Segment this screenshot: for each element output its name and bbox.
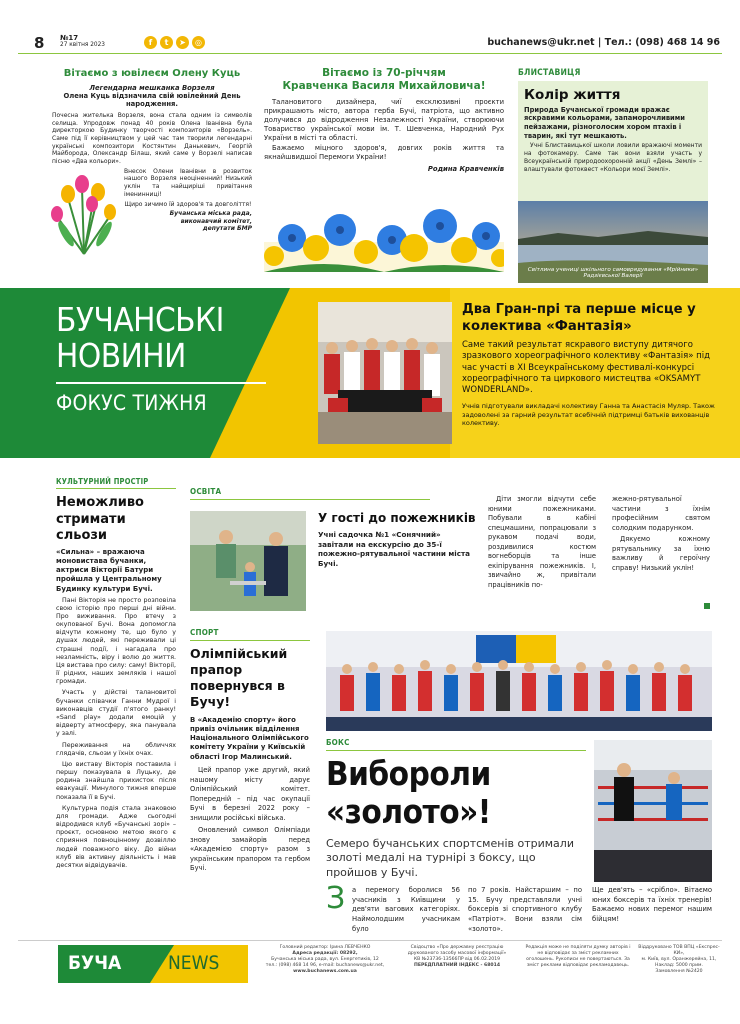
culture-lead: «Сильна» – вражаюча моновистава бучанки, актриси Вікторії Батури пройшла у Центральному Будинку культури Бучі. (56, 548, 162, 593)
sport-title: Олімпійський прапор повернувся в Бучу! (190, 646, 288, 709)
footer-reg1: Свідоцтво «Про державну реєстрацію друкованого засобу масової інформації» (407, 945, 507, 956)
flowers-decoration-icon (264, 186, 504, 272)
blyst-text: Учні Блиставицької школи ловили вражаючі моменти на фотокамеру. Саме так вони взяли участь у Всеукраїнській природоохоронній акції «День Землі» – влаштували фотоквест «Кольори моєї Землі». (524, 142, 702, 173)
osvita-col2: жежно-рятувальної частини з їхнім професійним святом солодким подарунком. (612, 495, 710, 532)
kravchenko-sign: Родина Кравченків (427, 165, 504, 174)
footer-logo-buch: БУЧА (68, 952, 122, 974)
dancers-photo-icon (318, 302, 452, 444)
blyst-block (518, 68, 708, 280)
sport-section-label: СПОРТ (190, 628, 219, 637)
footer-site: www.buchanews.com.ua (293, 968, 357, 974)
instagram-icon[interactable]: ◎ (192, 36, 205, 49)
osvita-col2-wrap (612, 495, 710, 573)
boxing-ring-photo (594, 740, 712, 882)
boxing-title2: «золото»! (326, 792, 491, 831)
banner-small: Учнів підготували викладачі колективу Ганна та Анастасія Муляр. Також задоволені за гарний результат всебічній підтримці батьків вихованців колективу. (462, 402, 715, 428)
footer (18, 940, 722, 988)
kuts-sign2: виконавчий комітет, (180, 217, 252, 225)
social-icons (144, 36, 208, 49)
blyst-section-label: БЛИСТАВИЦЯ (518, 68, 581, 78)
boxing-col3: Ще дев'ять – «срібло». Вітаємо юних боксерів та їхніх тренерів! Бажаємо нових перемог нашим бійцям! (592, 886, 712, 923)
telegram-icon[interactable]: ➤ (176, 36, 189, 49)
osvita-head (318, 511, 478, 569)
sport-p1: Цей прапор уже другий, який нашому місту дарує Олімпійський комітет. Попередній – під час окупації Бучі в березні 2022 року – знищили російські війська. (190, 766, 310, 822)
footer-editorial (258, 945, 392, 975)
culture-section-label: КУЛЬТУРНИЙ ПРОСТІР (56, 477, 149, 486)
kuts-lead2: Олена Куць відзначила свій ювілейний День народження. (63, 91, 241, 109)
page-number: 8 (34, 34, 45, 52)
header-contacts: buchanews@ukr.net | Тел.: (098) 468 14 96 (487, 37, 720, 48)
kravchenko-title2: Кравченка Василя Михайловича! (282, 80, 486, 93)
blyst-caption: Світлина учениці шкільного самоврядування «Мрійники» Радзієвської Валерії (527, 266, 699, 280)
boxing-col2: по 7 років. Найстаршим – по 15. Бучу представляли учні боксерів зі спортивного клубу «Патріот». Вони взяли сім «золото». (468, 886, 582, 933)
boxing-col1: а перемогу боролися 56 учасників з Київщини у дев'яти вагових категоріях. Наймолодшим учасникам було (352, 886, 460, 933)
footer-reg2: КВ №23736-13566ПР від 06.02.2019 (413, 956, 501, 962)
banner-title: Два Гран-прі та перше місце у колектива «Фантазія» (462, 302, 696, 334)
osvita-block (190, 487, 710, 611)
kravchenko-p2: Бажаємо міцного здоров'я, довгих років життя та якнайшвидшої Перемоги України! (264, 144, 504, 162)
culture-p5: Культурна подія стала знаковою для громади. Адже сьогодні відродився клуб «Бучанські зорі» – проєкт, основною метою якого є сприяння повноцінному дозвіллю людей поважного віку. До війни клуб вів активну діяльність і мав десятки відвідувачів. (56, 804, 176, 869)
kuts-tulips-image (48, 168, 120, 256)
boxing-dropcap: З (326, 881, 346, 916)
osvita-col1: Діти змогли відчути себе юними пожежниками. Побували в кабіні спецмашини, попрацювали з рукавом подачі води, роздивилися костюм вогнеборців та інше екіпірування пожежників. І, звичайно ж, привітали працівників по- (488, 495, 596, 589)
twitter-icon[interactable]: t (160, 36, 173, 49)
boxing-ring-photo-icon (594, 740, 712, 882)
issue-date: 27 квітня 2023 (60, 42, 105, 48)
footer-print2: м. Київ, вул. Оранжерейна, 11, (641, 956, 717, 962)
kuts-greeting (52, 68, 252, 276)
kuts-p2: Внесок Олени Іванівни в розвиток нашого Ворзеля неоціненний! Низький уклін та найщиріші привітання іменинниці! (124, 167, 252, 199)
footer-disclaimer: Редакція може не поділяти думку авторів і не відповідає за зміст рекламних оголошень. Рукописи не повертаються. За зміст реклами відповідає рекламодавець. (525, 945, 631, 968)
footer-print1: Віддруковано ТОВ ВПЦ «Експрес-КИ», (638, 945, 720, 956)
footer-logo (58, 945, 248, 983)
culture-column (56, 477, 176, 870)
osvita-col3: Дякуємо кожному рятувальнику за їхню важливу й героїчну справу! Низький уклін! (612, 535, 710, 572)
banner-line3: ФОКУС ТИЖНЯ (56, 391, 207, 415)
osvita-lead: Учні садочка №1 «Сонячний» завітали на екскурсію до 35-ї пожежно-рятувальної частини міста Бучі. (318, 530, 471, 569)
kravchenko-p1: Талановитого дизайнера, чиї ексклюзивні проєкти прикрашають місто, автора герба Бучі, патріота, що активно долучився до відродження Незалежності України, створюючи Товариство української мови ім. Т. Шевченка, Народний Рух України в місті та області. (264, 98, 504, 142)
tulips-icon (48, 168, 120, 256)
kuts-sign1: Бучанська міська рада, (169, 210, 252, 218)
focus-banner (0, 288, 740, 458)
banner-text: Саме такий результат яскравого виступу дитячого зразкового хореографічного колективу «Фантазія» під час участі в ХІ Всеукраїнському фестивалі-конкурсі хореографічного та циркового мистецтва «OKSAMYT WONDERLAND». (462, 340, 710, 396)
kravchenko-title1: Вітаємо із 70-річчям (322, 67, 446, 79)
footer-print4: Замовлення №2420 (655, 968, 703, 974)
sport-p2: Оновлений символ Олімпіади знову замайорів перед «Академією спорту» разом з українським прапором та гербом Бучі. (190, 826, 310, 873)
culture-p3: Переживання на обличчях глядачів, сльози у їхніх очах. (56, 741, 176, 757)
culture-title: Неможливо стримати сльози (56, 495, 144, 543)
blyst-lead: Природа Бучанської громади вражає яскравими кольорами, запаморочливими пейзажами, різноголосим хором птахів і тварин, які тут мешкають. (524, 105, 685, 140)
footer-printing (636, 945, 722, 975)
footer-address2: Бучанська міська рада, вул. Енергетиків, 12 (271, 956, 379, 962)
footer-phone: тел.: (098) 468 14 96, e-mail: buchanews@ukr.net, (265, 962, 385, 968)
sport-lead: В «Академію спорту» його привіз очільник відділення Національного Олімпійського комітету України у Київській області Ігор Малинський. (190, 715, 309, 761)
boxing-title1: Вибороли (326, 754, 491, 793)
kravchenko-greeting (264, 64, 504, 272)
sport-column (190, 628, 310, 874)
footer-registration (396, 945, 518, 969)
boxing-article (326, 738, 586, 880)
boxers-group-photo-icon (326, 631, 712, 731)
culture-p4: Цю виставу Вікторія поставила і першу показувала в Луцьку, де родина знайшла прихисток після евакуації. Минулого тижня вперше показала її в Бучі. (56, 760, 176, 801)
issue-number: №17 (60, 34, 79, 42)
boxing-lead: Семеро бучанських спортсменів отримали золоті медалі на турнірі з боксу, що пройшов у Бучі. (326, 837, 574, 879)
boxing-photo (326, 631, 712, 731)
footer-print3: Наклад: 5000 прим. (655, 962, 703, 968)
boxing-section-label: БОКС (326, 738, 350, 747)
footer-address: Адреса редакції: 08292, (292, 950, 358, 956)
kuts-title: Вітаємо з ювілеєм Олену Куць (63, 68, 241, 79)
kuts-p3: Щиро зичимо їй здоров'я та довголіття! (124, 200, 252, 208)
culture-p1: Пані Вікторія не просто розповіла свою історію про перші дні війни. Про виживання. Про втечу з окупованої Бучі. Вона допомогла відчути кожному те, що було у душах людей, які переживали ці страшні події, і нагадала про незламність, віру і волю до життя. Ця вистава про силу: саму! Вікторії, її рідних, наших земляків і нашої громади. (56, 596, 176, 686)
osvita-section-label: ОСВІТА (190, 487, 222, 496)
osvita-photo (190, 511, 306, 611)
footer-editor: Головний редактор: Ірина ЛЕВЧЕНКО (279, 945, 371, 950)
culture-p2: Участь у дійстві талановитої бучанки співачки Ганни Мудрої і виконавців студії п'ятого ранку! «Sand play» додали емоцій у відверту атмосферу, яка панувала у залі. (56, 689, 176, 738)
banner-line1: БУЧАНСЬКІ (56, 300, 224, 339)
kuts-sign3: депутати БМР (202, 225, 252, 233)
kuts-p1: Почесна жителька Ворзеля, вона стала одним із символів селища. Упродовж понад 40 років Олена Іванівна була директоркою Будинку творчості композиторів «Ворзель». Саме під її керівництвом у цей час там творили легендарні українські композитори Костянтин Данькевич, Георгій Майборода, Олександр Білаш, який саме у Ворзелі написав пісню «Два кольори». (52, 111, 252, 165)
footer-logo-news: NEWS (168, 952, 220, 974)
footer-index: ПЕРЕДПЛАТНИЙ ІНДЕКС - 68014 (413, 962, 501, 968)
page-header (18, 34, 722, 54)
firefighters-photo-icon (190, 511, 306, 611)
banner-heading (56, 302, 296, 416)
banner-line2: НОВИНИ (56, 336, 186, 375)
kuts-lead1: Легендарна мешканка Ворзеля (89, 83, 215, 92)
osvita-title: У гості до пожежників (318, 511, 476, 525)
end-mark-icon (704, 603, 710, 609)
blyst-title: Колір життя (524, 86, 621, 103)
facebook-icon[interactable]: f (144, 36, 157, 49)
banner-article (462, 302, 724, 428)
banner-photo (318, 302, 452, 444)
